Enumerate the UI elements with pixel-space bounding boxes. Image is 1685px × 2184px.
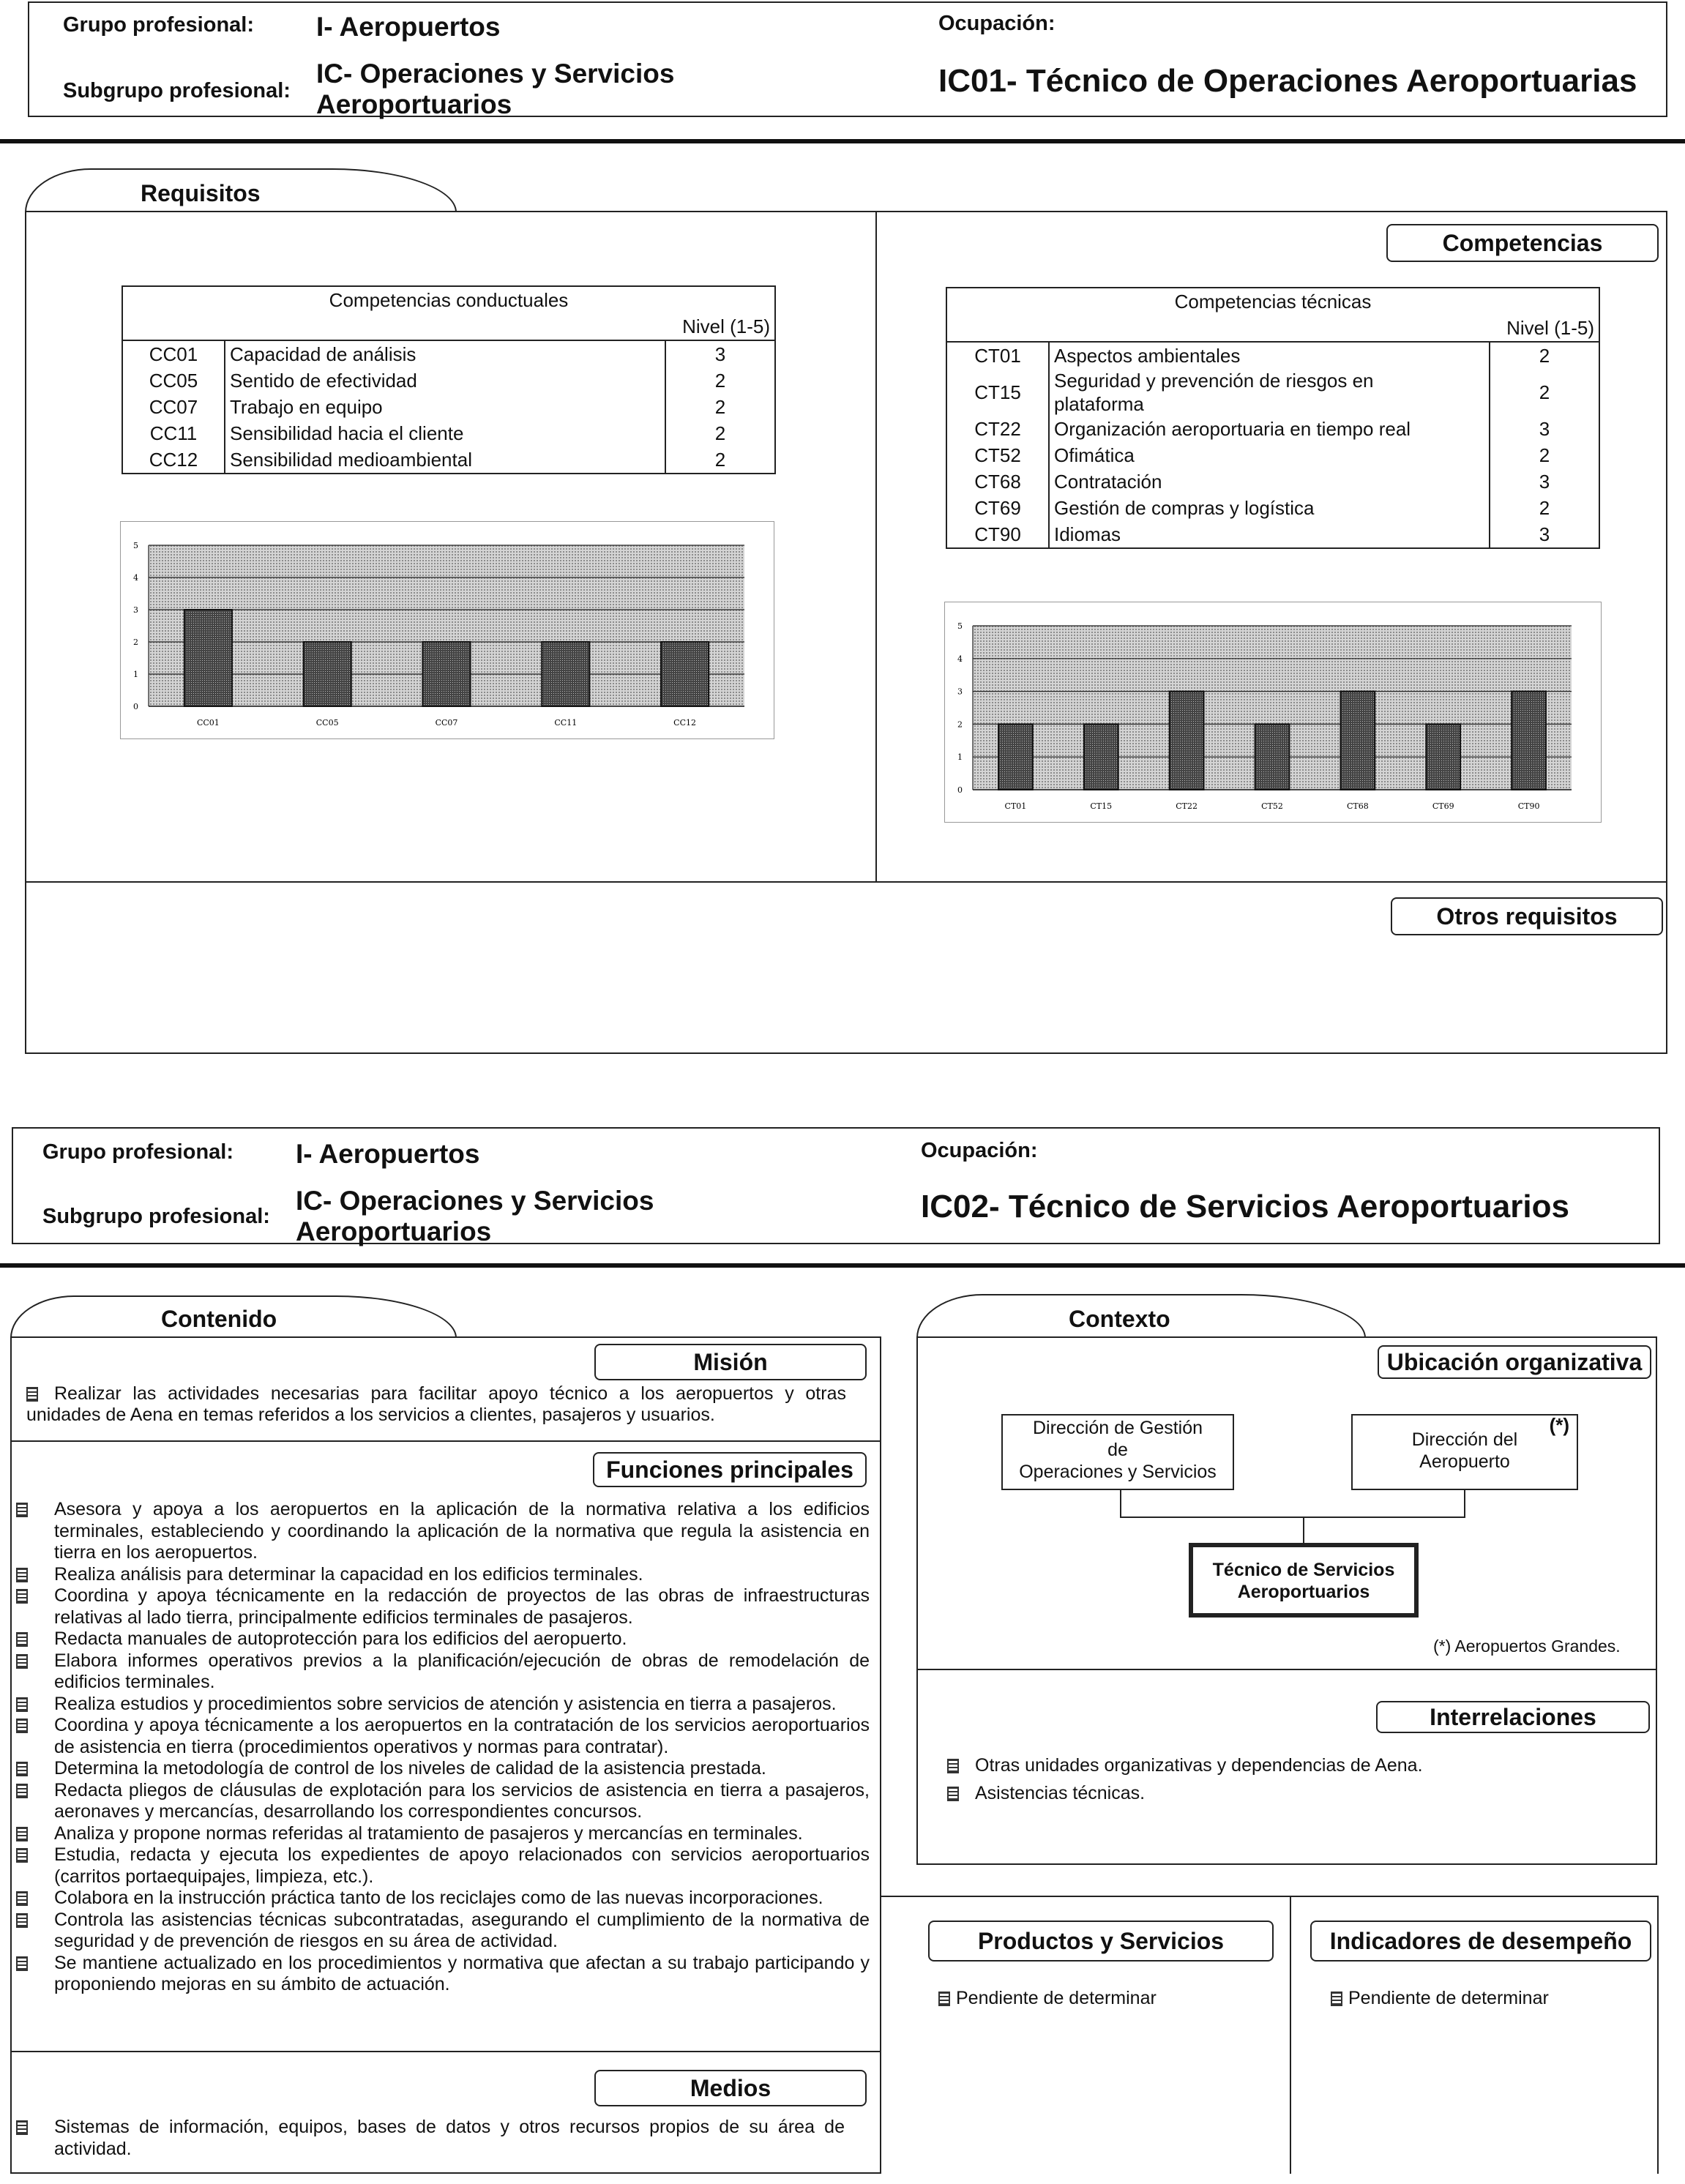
bar-ct69 [1426,724,1460,790]
subgrupo-value-line1: IC- Operaciones y Servicios [296,1186,654,1216]
bullet-icon [938,1992,950,2006]
y-tick-label: 2 [133,637,138,647]
productos-text: Pendiente de determinar [956,1988,1157,2008]
tecnicas-nivel: Nivel (1-5) [946,315,1599,342]
org-box2-line2: Aeropuerto [1419,1451,1510,1472]
ocupacion-label: Ocupación: [938,12,1056,35]
funcion-item: Realiza estudios y procedimientos sobre servicios de atención y asistencia en tierra a pasajeros. [10,1694,870,1716]
org-box3-line2: Aeroportuarios [1237,1582,1370,1602]
x-tick-label: CT90 [1517,801,1540,811]
x-tick-label: CT52 [1261,801,1283,811]
conductuales-chart [120,521,774,739]
org-box-direccion-aeropuerto [1351,1414,1578,1490]
ct-level: 2 [1490,342,1599,369]
org-box1-line2: de [1107,1440,1128,1460]
bullet-icon [1331,1992,1342,2006]
bottom-panel-right [1657,1896,1659,2174]
cc-code: CC05 [122,367,225,394]
ct-code: CT90 [946,521,1049,548]
funcion-item: Controla las asistencias técnicas subcontratadas, asegurando el cumplimiento de la normativa de seguridad y de prevención de riesgos en su área de actividad. [10,1910,870,1953]
panel-divider-vertical [875,211,877,883]
x-tick-label: CC07 [435,718,458,728]
x-tick-label: CT01 [1004,801,1027,811]
interrelacion-item [947,1783,1145,1804]
conductuales-table [122,285,776,474]
org-box3-line1: Técnico de Servicios [1212,1560,1395,1580]
productos-title: Productos y Servicios [928,1921,1274,1962]
x-tick-label: CC12 [673,718,697,728]
ct-code: CT68 [946,468,1049,495]
ct-level: 3 [1490,416,1599,442]
contexto-title: Contexto [1069,1306,1170,1332]
mision-text [26,1383,846,1426]
contenido-title: Contenido [161,1306,277,1332]
y-tick-label: 0 [133,702,138,711]
y-tick-label: 2 [957,719,963,730]
ct-code: CT01 [946,342,1049,369]
ct-name: Contratación [1049,468,1490,495]
funcion-item: Asesora y apoya a los aeropuertos en la aplicación de la normativa relativa a los edificios terminales, estableciendo y coordinando la aplicación de la normativa que regula la asistencia en tierra en los aeropuertos. [10,1499,870,1564]
bar-cc01 [184,610,232,706]
ct-level: 3 [1490,521,1599,548]
panel-divider-horizontal [25,881,1667,883]
indicadores-item [1331,1988,1549,2009]
funcion-item: Se mantiene actualizado en los procedimientos y normativa que afectan a su trabajo participando y proponiendo mejoras en su ámbito de actuación. [10,1953,870,1996]
funcion-item: Estudia, redacta y ejecuta los expedientes de apoyo relacionados con servicios aeroportuarios (carritos portaequipajes, limpieza, etc.). [10,1844,870,1888]
y-tick-label: 5 [133,541,138,550]
x-tick-label: CT68 [1346,801,1369,811]
org-line [1120,1517,1465,1518]
funcion-item: Redacta pliegos de cláusulas de explotación para los servicios de asistencia en tierra a pasajeros, aeronaves y mercancías, desarrollando los correspondientes concursos. [10,1780,870,1823]
ct-level: 2 [1490,495,1599,521]
bar-ct01 [998,724,1033,790]
funciones-divider [10,2051,881,2052]
cc-level: 2 [665,367,775,394]
medios-title: Medios [594,2070,867,2106]
bar-cc07 [422,642,470,706]
funcion-item: Elabora informes operativos previos a la planificación/ejecución de obras de remodelación de edificios terminales. [10,1650,870,1694]
org-box1-line3: Operaciones y Servicios [1019,1462,1217,1482]
interrelaciones-title: Interrelaciones [1376,1701,1650,1733]
ct-code: CT22 [946,416,1049,442]
ct-level: 2 [1490,442,1599,468]
funciones-list [10,1499,870,1996]
sheet1-header [28,1,1667,117]
ct-name: Gestión de compras y logística [1049,495,1490,521]
subgrupo-value [296,1186,654,1247]
org-box2-line1: Dirección del [1411,1429,1518,1450]
grupo-label: Grupo profesional: [63,13,254,37]
bottom-panel-top [881,1896,1659,1897]
subgrupo-value [316,59,674,120]
mision-divider [10,1440,881,1442]
indicadores-title: Indicadores de desempeño [1310,1921,1651,1962]
cc-name: Sentido de efectividad [225,367,665,394]
bar-cc11 [542,642,589,706]
otros-requisitos-title: Otros requisitos [1391,897,1663,935]
y-tick-label: 1 [957,752,963,763]
bar-ct15 [1084,724,1118,790]
funciones-title: Funciones principales [593,1452,867,1487]
bullet-icon [26,1387,38,1402]
funcion-item: Determina la metodología de control de los niveles de calidad de la asistencia prestada. [10,1758,870,1780]
ubicacion-title: Ubicación organizativa [1378,1345,1651,1379]
funcion-item: Coordina y apoya técnicamente en la redacción de proyectos de las obras de infraestructuras relativas al lado tierra, principalmente edificios terminales de pasajeros. [10,1585,870,1628]
org-footnote: (*) Aeropuertos Grandes. [1433,1637,1621,1656]
subgrupo-value-line2: Aeroportuarios [296,1216,492,1246]
subgrupo-label: Subgrupo profesional: [63,79,291,102]
y-tick-label: 3 [957,687,963,697]
mision-text-content: Realizar las actividades necesarias para facilitar apoyo técnico a los aeropuertos y otras unidades de Aena en temas referidos a los servicios a clientes, pasajeros y usuarios. [26,1383,846,1425]
ct-name: Organización aeroportuaria en tiempo real [1049,416,1490,442]
ct-level: 3 [1490,468,1599,495]
cc-code: CC11 [122,420,225,446]
cc-level: 2 [665,446,775,474]
ct-code: CT69 [946,495,1049,521]
org-box1-line1: Dirección de Gestión [1032,1418,1203,1438]
conductuales-caption: Competencias conductuales [122,286,775,313]
ct-name: Idiomas [1049,521,1490,548]
divider [0,1263,1685,1268]
interrelacion-text: Asistencias técnicas. [975,1783,1146,1803]
productos-item [938,1988,1157,2009]
tecnicas-table [946,287,1600,549]
subgrupo-label: Subgrupo profesional: [42,1205,270,1228]
cc-code: CC12 [122,446,225,474]
ct-name: Ofimática [1049,442,1490,468]
ct-name: Aspectos ambientales [1049,342,1490,369]
tecnicas-caption: Competencias técnicas [946,288,1599,315]
cc-level: 2 [665,394,775,420]
cc-level: 2 [665,420,775,446]
org-line [1464,1490,1465,1518]
org-box-direccion-gestion [1001,1414,1234,1490]
bullet-icon [947,1759,959,1773]
sheet2-header [12,1127,1660,1244]
funcion-item: Realiza análisis para determinar la capacidad en los edificios terminales. [10,1564,870,1586]
ct-name [1049,369,1490,416]
ct-code: CT52 [946,442,1049,468]
cc-code: CC07 [122,394,225,420]
ct-level: 2 [1490,369,1599,416]
bar-ct90 [1512,692,1546,790]
ubicacion-divider [916,1669,1657,1670]
org-line [1303,1517,1304,1544]
funcion-item: Analiza y propone normas referidas al tratamiento de pasajeros y mercancías en terminales. [10,1823,870,1845]
mision-title: Misión [594,1344,867,1380]
y-tick-label: 5 [957,621,963,631]
bar-ct22 [1170,692,1204,790]
bar-ct68 [1340,692,1375,790]
subgrupo-value-line2: Aeroportuarios [316,89,512,119]
requisitos-title: Requisitos [141,180,261,206]
ocupacion-label: Ocupación: [921,1139,1038,1162]
org-box2-mark: (*) [1549,1414,1569,1436]
bar-ct52 [1255,724,1290,790]
y-tick-label: 4 [133,573,138,583]
cc-name: Sensibilidad medioambiental [225,446,665,474]
org-line [1120,1490,1121,1518]
bullet-icon [947,1787,959,1801]
interrelacion-text: Otras unidades organizativas y dependencias de Aena. [975,1755,1423,1776]
ct-name-line2: plataforma [1054,393,1144,415]
grupo-value: I- Aeropuertos [316,12,501,42]
cc-code: CC01 [122,340,225,367]
ct-name-line1: Seguridad y prevención de riesgos en [1054,370,1374,392]
divider [0,139,1685,143]
y-tick-label: 3 [133,605,138,615]
conductuales-nivel: Nivel (1-5) [122,313,775,340]
ocupacion-value: IC02- Técnico de Servicios Aeroportuarios [921,1189,1569,1224]
x-tick-label: CT69 [1432,801,1454,811]
x-tick-label: CC11 [554,718,578,728]
cc-name: Trabajo en equipo [225,394,665,420]
interrelacion-item [947,1755,1423,1776]
indicadores-text: Pendiente de determinar [1348,1988,1549,2008]
y-tick-label: 1 [133,670,138,679]
funcion-item: Redacta manuales de autoprotección para los edificios del aeropuerto. [10,1628,870,1650]
cc-name: Sensibilidad hacia el cliente [225,420,665,446]
org-box-tecnico [1189,1543,1419,1618]
bottom-panel-mid [1290,1896,1291,2174]
subgrupo-value-line1: IC- Operaciones y Servicios [316,59,675,89]
bar-cc12 [661,642,709,706]
medios-text: Sistemas de información, equipos, bases de datos y otros recursos propios de su área de actividad. [10,2117,845,2160]
x-tick-label: CC01 [196,718,220,728]
tecnicas-chart [944,602,1602,823]
ct-code: CT15 [946,369,1049,416]
y-tick-label: 0 [957,785,963,795]
x-tick-label: CC05 [315,718,339,728]
medios-list [10,2117,845,2160]
x-tick-label: CT22 [1176,801,1198,811]
y-tick-label: 4 [957,654,963,664]
cc-level: 3 [665,340,775,367]
cc-name: Capacidad de análisis [225,340,665,367]
funcion-item: Colabora en la instrucción práctica tanto de los reciclajes como de las nuevas incorporaciones. [10,1888,870,1910]
competencias-title: Competencias [1386,224,1659,262]
ocupacion-value: IC01- Técnico de Operaciones Aeroportuarias [938,63,1637,99]
grupo-label: Grupo profesional: [42,1140,233,1164]
funcion-item: Coordina y apoya técnicamente a los aeropuertos en la contratación de los servicios aeroportuarios de asistencia en tierra (procedimientos operativos y normas para contratar). [10,1715,870,1758]
bar-cc05 [304,642,351,706]
x-tick-label: CT15 [1090,801,1113,811]
grupo-value: I- Aeropuertos [296,1139,480,1169]
